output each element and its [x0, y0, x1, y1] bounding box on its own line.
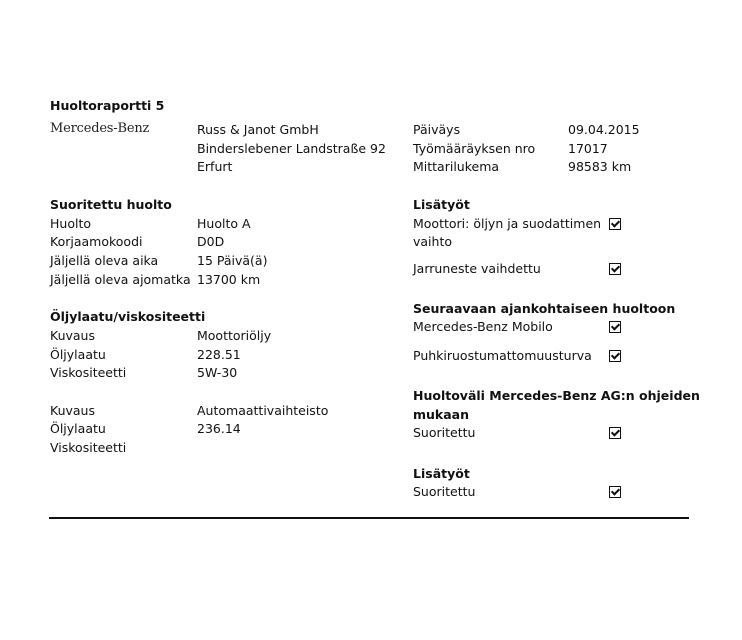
dealer-city: Erfurt — [197, 159, 233, 174]
checkbox-checked-icon — [609, 427, 621, 439]
interval-item-label: Suoritettu — [413, 425, 476, 440]
checkbox-checked-icon — [609, 486, 621, 498]
oil-value: Automaattivaihteisto — [197, 403, 329, 418]
oil-heading: Öljylaatu/viskositeetti — [50, 309, 206, 324]
service-value: Huolto A — [197, 216, 251, 231]
extras2-heading: Lisätyöt — [413, 466, 470, 481]
interval-heading-cont: mukaan — [413, 407, 470, 422]
oil-label: Öljylaatu — [50, 421, 106, 436]
date-value: 09.04.2015 — [568, 122, 640, 137]
extras-heading: Lisätyöt — [413, 197, 470, 212]
oil-value: 228.51 — [197, 347, 241, 362]
next-service-heading: Seuraavaan ajankohtaiseen huoltoon — [413, 301, 676, 316]
service-label: Jäljellä oleva ajomatka — [50, 272, 191, 287]
service-label: Huolto — [50, 216, 91, 231]
oil-label: Viskositeetti — [50, 365, 127, 380]
oil-value: 236.14 — [197, 421, 241, 436]
odometer-value: 98583 km — [568, 159, 632, 174]
dealer-name: Russ & Janot GmbH — [197, 122, 319, 137]
extras-item-label-cont: vaihto — [413, 234, 453, 249]
oil-label: Öljylaatu — [50, 347, 106, 362]
extras2-item-label: Suoritettu — [413, 484, 476, 499]
date-label: Päiväys — [413, 122, 461, 137]
service-heading: Suoritettu huolto — [50, 197, 172, 212]
work-order-value: 17017 — [568, 141, 608, 156]
oil-value: Moottoriöljy — [197, 328, 272, 343]
extras-item-label: Moottori: öljyn ja suodattimen — [413, 216, 602, 231]
report-title: Huoltoraportti 5 — [50, 98, 165, 113]
service-label: Korjaamokoodi — [50, 234, 143, 249]
odometer-label: Mittarilukema — [413, 159, 500, 174]
service-value: 15 Päivä(ä) — [197, 253, 268, 268]
oil-label: Viskositeetti — [50, 440, 127, 455]
bottom-divider — [49, 517, 689, 519]
checkbox-checked-icon — [609, 321, 621, 333]
oil-label: Kuvaus — [50, 328, 95, 343]
next-service-item-label: Mercedes-Benz Mobilo — [413, 319, 553, 334]
oil-value: 5W-30 — [197, 365, 238, 380]
checkbox-checked-icon — [609, 218, 621, 230]
checkbox-checked-icon — [609, 350, 621, 362]
service-value: 13700 km — [197, 272, 261, 287]
brand-logo: Mercedes-Benz — [50, 121, 150, 136]
interval-heading: Huoltoväli Mercedes-Benz AG:n ohjeiden — [413, 388, 700, 403]
work-order-label: Työmääräyksen nro — [413, 141, 536, 156]
next-service-item-label: Puhkiruostumattomuusturva — [413, 348, 592, 363]
service-label: Jäljellä oleva aika — [50, 253, 159, 268]
oil-label: Kuvaus — [50, 403, 95, 418]
dealer-street: Binderslebener Landstraße 92 — [197, 141, 386, 156]
extras-item-label: Jarruneste vaihdettu — [413, 261, 541, 276]
checkbox-checked-icon — [609, 263, 621, 275]
service-value: D0D — [197, 234, 225, 249]
